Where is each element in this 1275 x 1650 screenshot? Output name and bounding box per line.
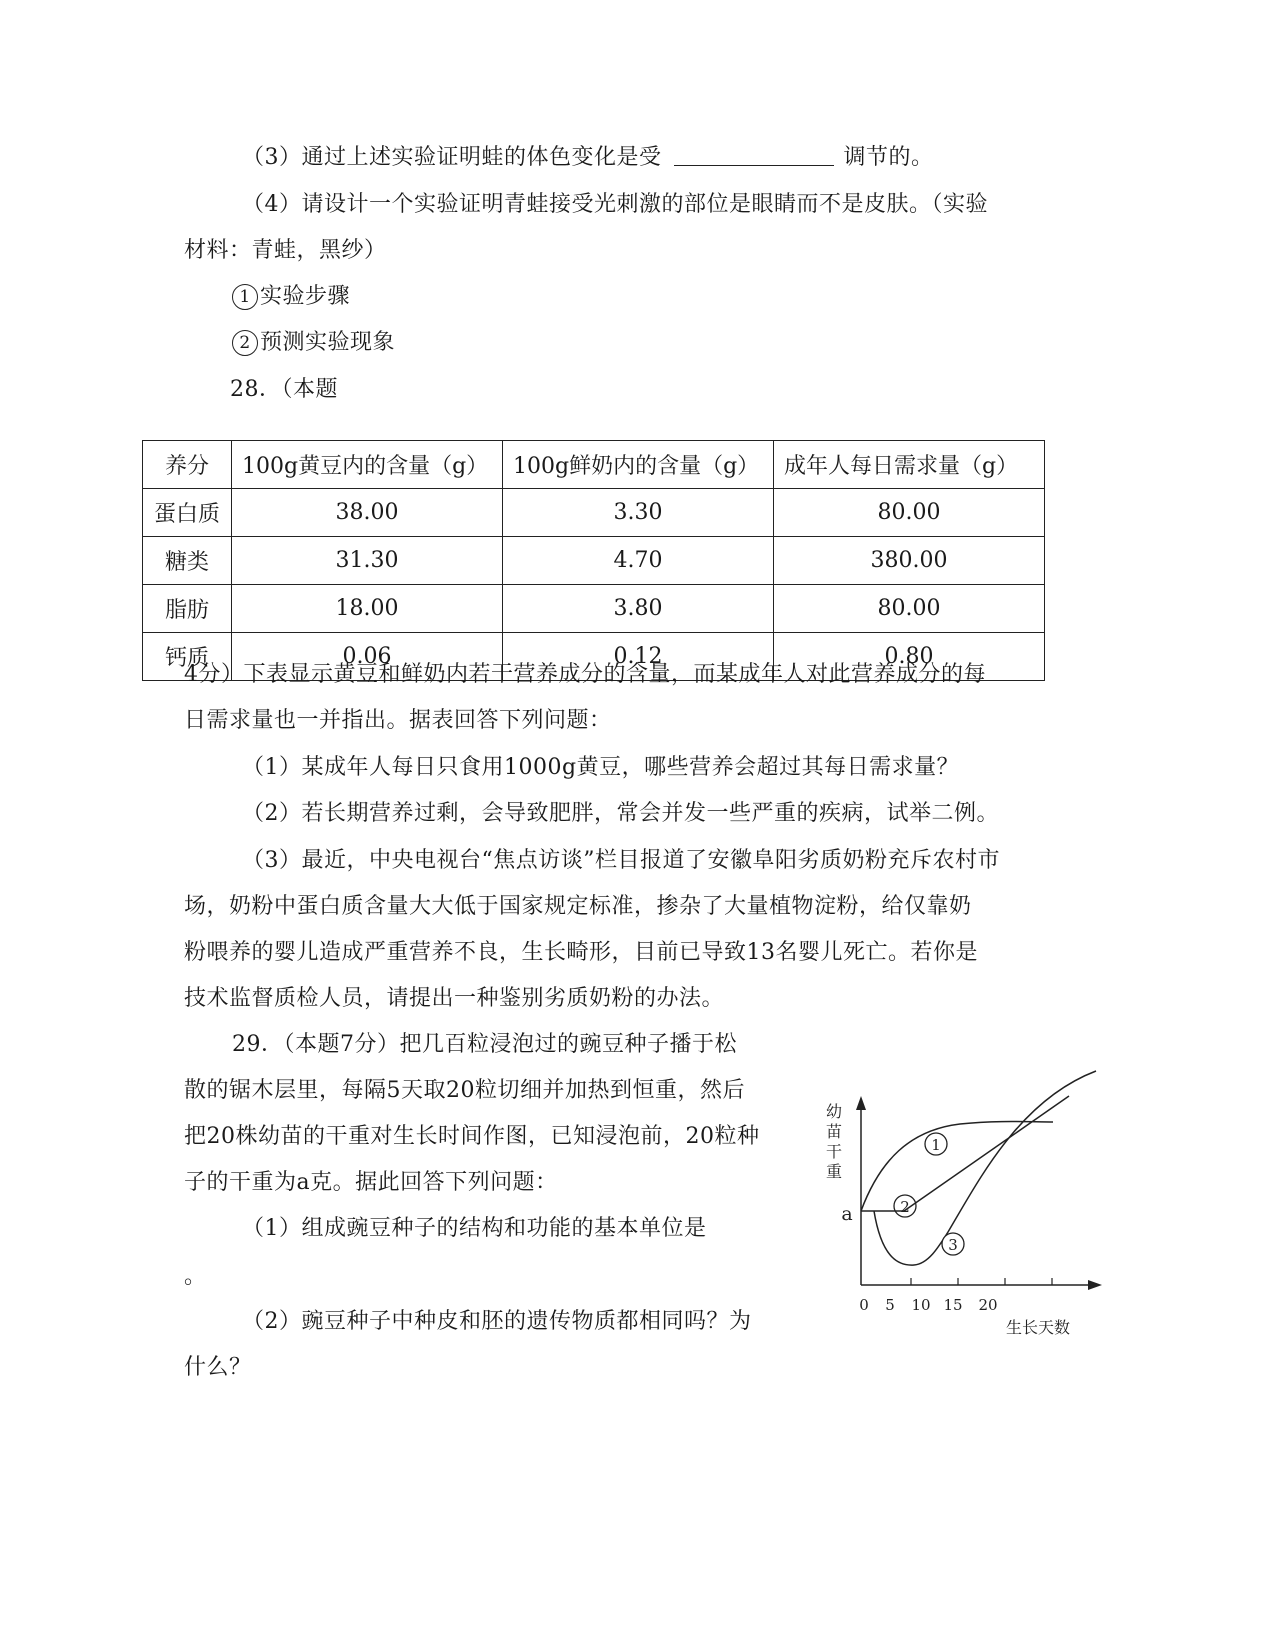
x-tick-label: 5 bbox=[885, 1296, 895, 1314]
header-cell: 养分 bbox=[143, 441, 232, 489]
q27-part3-tail: 调节的。 bbox=[843, 145, 934, 170]
table-row bbox=[143, 489, 1045, 537]
q29-line3: 把20株幼苗的干重对生长时间作图，已知浸泡前，20粒种 bbox=[184, 1124, 760, 1149]
curve-label-3: 3 bbox=[948, 1236, 958, 1254]
q27-part4-line2: 材料：青蛙，黑纱） bbox=[184, 238, 387, 263]
q29-sub2-line2: 什么？ bbox=[184, 1355, 252, 1380]
q27-step2 bbox=[232, 328, 395, 358]
curve-label-2: 2 bbox=[900, 1198, 910, 1216]
q29-sub1-line1: （1）组成豌豆种子的结构和功能的基本单位是 bbox=[242, 1216, 707, 1241]
table-cell: 0.80 bbox=[774, 633, 1045, 681]
q28-heading: 28．（本题 bbox=[230, 377, 338, 402]
curve-2 bbox=[904, 1096, 1069, 1211]
table-cell: 4.70 bbox=[503, 537, 774, 585]
table-cell: 3.80 bbox=[503, 585, 774, 633]
x-tick-label: 20 bbox=[978, 1296, 998, 1314]
table-cell: 380.00 bbox=[774, 537, 1045, 585]
table-cell: 糖类 bbox=[143, 537, 232, 585]
q29-line2: 散的锯木层里，每隔5天取20粒切细并加热到恒重，然后 bbox=[184, 1078, 745, 1103]
table-row bbox=[143, 585, 1045, 633]
q28-sub1: （1）某成年人每日只食用1000g黄豆，哪些营养会超过其每日需求量？ bbox=[242, 755, 960, 780]
q28-sub3-line1: （3）最近，中央电视台“焦点访谈”栏目报道了安徽阜阳劣质奶粉充斥农村市 bbox=[242, 848, 1000, 873]
q29-sub2-line1: （2）豌豆种子中种皮和胚的遗传物质都相同吗？为 bbox=[242, 1309, 752, 1334]
table-cell: 31.30 bbox=[232, 537, 503, 585]
ylabel-char: 苗 bbox=[825, 1122, 843, 1141]
x-tick-label: 15 bbox=[943, 1296, 963, 1314]
table-cell: 38.00 bbox=[232, 489, 503, 537]
step2-label: 预测实验现象 bbox=[260, 330, 396, 355]
y-axis-arrow-icon bbox=[856, 1096, 866, 1110]
q29-line4: 子的干重为a克。据此回答下列问题： bbox=[184, 1170, 558, 1195]
table-cell: 3.30 bbox=[503, 489, 774, 537]
table-cell: 0.06 bbox=[232, 633, 503, 681]
x-axis-label: 生长天数 bbox=[1005, 1318, 1071, 1337]
q28-sub2: （2）若长期营养过剩，会导致肥胖，常会并发一些严重的疾病，试举二例。 bbox=[242, 801, 999, 826]
curve-label-1: 1 bbox=[931, 1136, 941, 1154]
y-marker-label: a bbox=[841, 1203, 853, 1225]
table-cell: 80.00 bbox=[774, 585, 1045, 633]
ylabel-char: 干 bbox=[825, 1142, 843, 1161]
x-tick-label: 0 bbox=[859, 1296, 869, 1314]
q27-part3-text: （3）通过上述实验证明蛙的体色变化是受 bbox=[242, 145, 662, 170]
header-cell: 成年人每日需求量（g） bbox=[774, 441, 1045, 489]
answer-blank[interactable] bbox=[674, 143, 834, 166]
q29-sub1-line2: 。 bbox=[184, 1264, 207, 1289]
table-header-row bbox=[143, 441, 1045, 489]
q28-intro-line1: 4分）下表显示黄豆和鲜奶内若干营养成分的含量，而某成年人对此营养成分的每 bbox=[184, 662, 986, 687]
table-cell: 脂肪 bbox=[143, 585, 232, 633]
table-cell: 80.00 bbox=[774, 489, 1045, 537]
q28-sub3-line2: 场，奶粉中蛋白质含量大大低于国家规定标准，掺杂了大量植物淀粉，给仅靠奶 bbox=[184, 894, 972, 919]
table-cell: 蛋白质 bbox=[143, 489, 232, 537]
q27-part4-line1: （4）请设计一个实验证明青蛙接受光刺激的部位是眼睛而不是皮肤。（实验 bbox=[242, 192, 988, 217]
circled-number-1: 1 bbox=[232, 284, 258, 310]
header-cell: 100g鲜奶内的含量（g） bbox=[503, 441, 774, 489]
header-cell: 100g黄豆内的含量（g） bbox=[232, 441, 503, 489]
x-tick-marks bbox=[911, 1278, 1052, 1285]
seedling-dry-weight-chart bbox=[820, 1060, 1120, 1350]
q28-intro-line2: 日需求量也一并指出。据表回答下列问题： bbox=[184, 708, 612, 733]
q27-part3 bbox=[242, 143, 934, 173]
circled-number-2: 2 bbox=[232, 330, 258, 356]
ylabel-char: 幼 bbox=[825, 1102, 843, 1121]
q27-step1 bbox=[232, 282, 350, 312]
x-tick-label: 10 bbox=[911, 1296, 931, 1314]
q29-line1: 29．（本题7分）把几百粒浸泡过的豌豆种子播于松 bbox=[232, 1032, 737, 1057]
y-axis-label bbox=[826, 1102, 842, 1181]
ylabel-char: 重 bbox=[825, 1162, 843, 1181]
q28-sub3-line4: 技术监督质检人员，请提出一种鉴别劣质奶粉的办法。 bbox=[184, 986, 725, 1011]
table-cell: 18.00 bbox=[232, 585, 503, 633]
curve-1 bbox=[861, 1122, 1053, 1212]
table-cell: 钙质 bbox=[143, 633, 232, 681]
q28-sub3-line3: 粉喂养的婴儿造成严重营养不良，生长畸形，目前已导致13名婴儿死亡。若你是 bbox=[184, 940, 978, 965]
table-cell: 0.12 bbox=[503, 633, 774, 681]
table-row bbox=[143, 537, 1045, 585]
x-axis-arrow-icon bbox=[1088, 1280, 1102, 1290]
step1-label: 实验步骤 bbox=[260, 284, 351, 309]
nutrition-table bbox=[142, 440, 1045, 681]
